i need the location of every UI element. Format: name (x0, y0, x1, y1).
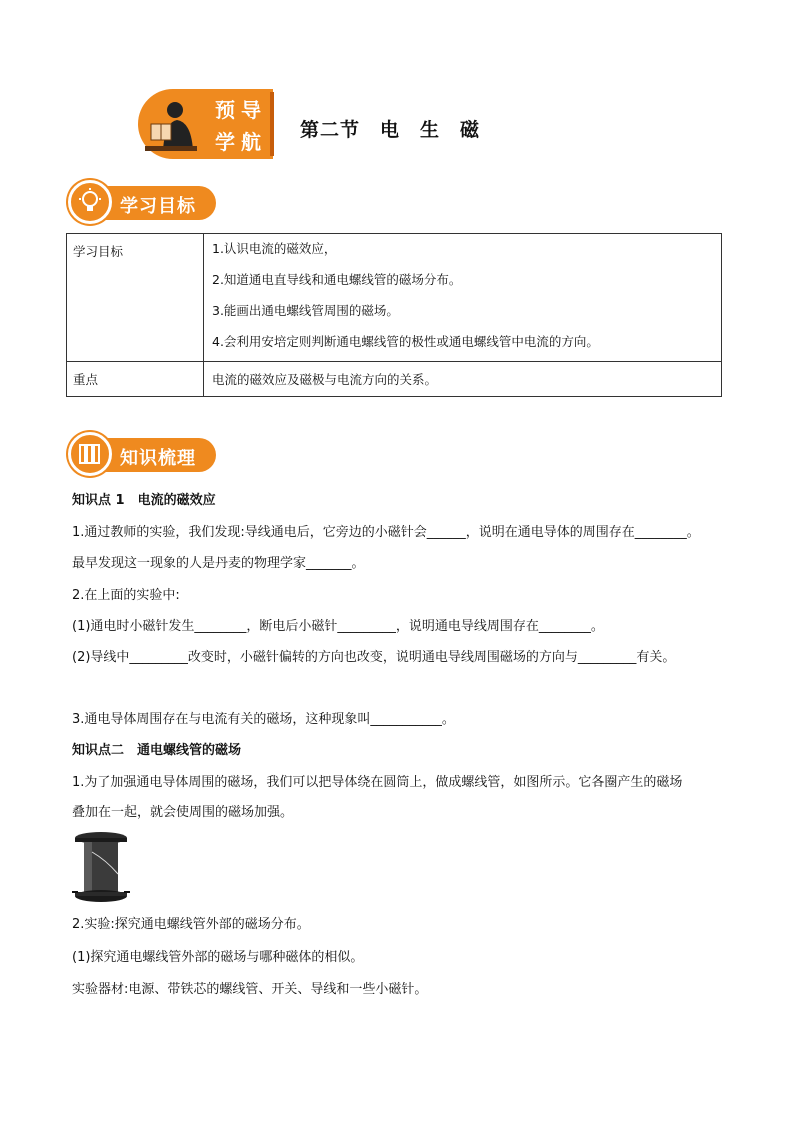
kp1-line: 最早发现这一现象的人是丹麦的物理学家_______。 (72, 556, 365, 571)
header-badge (133, 88, 278, 160)
kp2-line: 1.为了加强通电导体周围的磁场，我们可以把导体绕在圆筒上，做成螺线管，如图所示。它各圈产生的磁场 (72, 775, 683, 790)
goals-list (204, 234, 722, 362)
kp1-line: (1)通电时小磁针发生________，断电后小磁针_________，说明通电导线周围存在________。 (72, 619, 604, 634)
books-icon (75, 439, 105, 469)
badge-char-4: 航 (241, 130, 261, 154)
kp1-line: 3.通电导体周围存在与电流有关的磁场，这种现象叫___________。 (72, 712, 455, 727)
kp1-title: 知识点 1 电流的磁效应 (72, 493, 216, 508)
table-row (67, 362, 722, 397)
goal-item: 4.会利用安培定则判断通电螺线管的极性或通电螺线管中电流的方向。 (212, 334, 599, 349)
table-row (67, 234, 722, 362)
badge-char-2: 导 (241, 98, 261, 122)
kp2-title: 知识点二 通电螺线管的磁场 (72, 743, 242, 758)
banner-label: 学习目标 (120, 196, 196, 217)
solenoid-image (72, 830, 130, 906)
goal-item: 3.能画出通电螺线管周围的磁场。 (212, 303, 399, 318)
lesson-title: 第二节 电 生 磁 (300, 119, 481, 141)
kp2-line: 2.实验:探究通电螺线管外部的磁场分布。 (72, 917, 310, 932)
badge-char-3: 学 (215, 130, 235, 154)
kp1-line: (2)导线中_________改变时，小磁针偏转的方向也改变，说明通电导线周围磁场的方向与_________有关。 (72, 650, 676, 665)
lightbulb-icon (75, 187, 105, 217)
goals-table (66, 233, 722, 397)
key-point: 电流的磁效应及磁极与电流方向的关系。 (204, 362, 722, 397)
banner-label: 知识梳理 (120, 448, 196, 469)
kp2-line: 叠加在一起，就会使周围的磁场加强。 (72, 805, 294, 820)
kp1-line: 1.通过教师的实验，我们发现:导线通电后，它旁边的小磁针会______，说明在通电导体的周围存在________。 (72, 525, 700, 540)
kp2-line: 实验器材:电源、带铁芯的螺线管、开关、导线和一些小磁针。 (72, 982, 428, 997)
badge-char-1: 预 (215, 98, 235, 122)
learning-goals-banner (68, 180, 218, 224)
row-label: 学习目标 (67, 234, 204, 362)
goal-item: 2.知道通电直导线和通电螺线管的磁场分布。 (212, 272, 462, 287)
kp2-line: (1)探究通电螺线管外部的磁场与哪种磁体的相似。 (72, 950, 364, 965)
row-label: 重点 (67, 362, 204, 397)
knowledge-banner (68, 432, 218, 476)
kp1-line: 2.在上面的实验中: (72, 588, 180, 603)
goal-item: 1.认识电流的磁效应， (212, 241, 337, 256)
